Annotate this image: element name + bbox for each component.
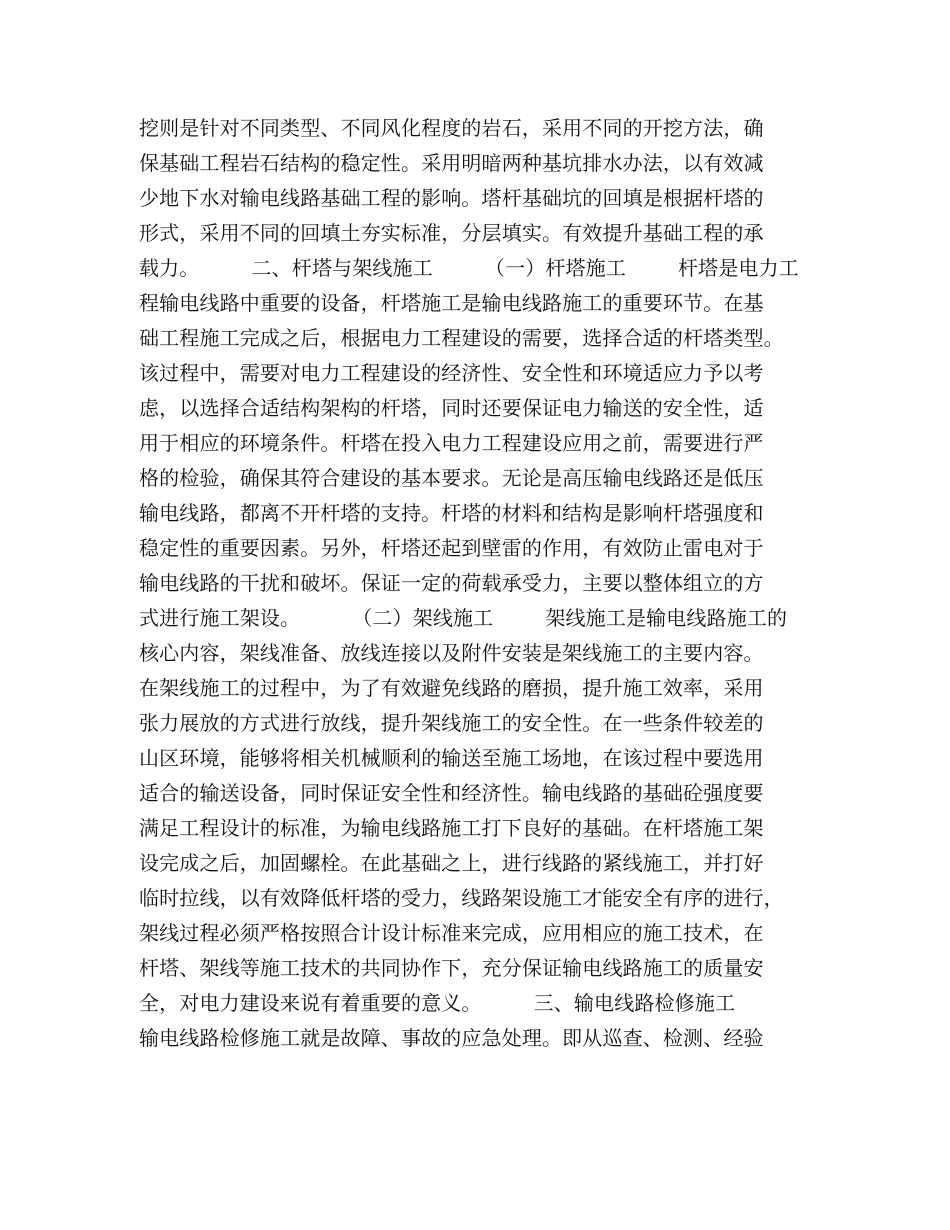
text-line: 虑，以选择合适结构架构的杆塔，同时还要保证电力输送的安全性，适 <box>139 396 764 420</box>
text-line: 挖则是针对不同类型、不同风化程度的岩石，采用不同的开挖方法，确 <box>139 116 764 140</box>
text-line: 式进行施工架设。 （二）架线施工 架线施工是输电线路施工的 <box>139 606 788 630</box>
text-line: 用于相应的环境条件。杆塔在投入电力工程建设应用之前，需要进行严 <box>139 431 764 455</box>
text-line: 山区环境，能够将相关机械顺利的输送至施工场地，在该过程中要选用 <box>139 746 764 770</box>
text-line: 临时拉线，以有效降低杆塔的受力，线路架设施工才能安全有序的进行， <box>139 886 784 910</box>
text-line: 础工程施工完成之后，根据电力工程建设的需要，选择合适的杆塔类型。 <box>139 326 784 350</box>
text-line: 程输电线路中重要的设备，杆塔施工是输电线路施工的重要环节。在基 <box>139 291 764 315</box>
text-line: 格的检验，确保其符合建设的基本要求。无论是高压输电线路还是低压 <box>139 466 764 490</box>
text-line: 形式，采用不同的回填土夯实标准，分层填实。有效提升基础工程的承 <box>139 221 764 245</box>
body-text <box>139 111 829 1056</box>
text-line: 稳定性的重要因素。另外，杆塔还起到壁雷的作用，有效防止雷电对于 <box>139 536 764 560</box>
text-line: 杆塔、架线等施工技术的共同协作下，充分保证输电线路施工的质量安 <box>139 956 764 980</box>
text-line: 全，对电力建设来说有着重要的意义。 三、输电线路检修施工 <box>139 991 736 1015</box>
text-line: 该过程中，需要对电力工程建设的经济性、安全性和环境适应力予以考 <box>139 361 764 385</box>
text-line: 架线过程必须严格按照合计设计标准来完成，应用相应的施工技术，在 <box>139 921 764 945</box>
text-line: 适合的输送设备，同时保证安全性和经济性。输电线路的基础砼强度要 <box>139 781 764 805</box>
text-line: 输电线路检修施工就是故障、事故的应急处理。即从巡查、检测、经验 <box>139 1026 764 1050</box>
text-line: 载力。 二、杆塔与架线施工 （一）杆塔施工 杆塔是电力工 <box>139 256 799 280</box>
text-line: 张力展放的方式进行放线，提升架线施工的安全性。在一些条件较差的 <box>139 711 764 735</box>
text-line: 保基础工程岩石结构的稳定性。采用明暗两种基坑排水办法，以有效减 <box>139 151 764 175</box>
text-line: 设完成之后，加固螺栓。在此基础之上，进行线路的紧线施工，并打好 <box>139 851 764 875</box>
text-line: 在架线施工的过程中，为了有效避免线路的磨损，提升施工效率，采用 <box>139 676 764 700</box>
text-line: 核心内容，架线准备、放线连接以及附件安装是架线施工的主要内容。 <box>139 641 764 665</box>
text-line: 输电线路，都离不开杆塔的支持。杆塔的材料和结构是影响杆塔强度和 <box>139 501 764 525</box>
text-line: 满足工程设计的标准，为输电线路施工打下良好的基础。在杆塔施工架 <box>139 816 764 840</box>
text-line: 少地下水对输电线路基础工程的影响。塔杆基础坑的回填是根据杆塔的 <box>139 186 764 210</box>
text-line: 输电线路的干扰和破坏。保证一定的荷载承受力，主要以整体组立的方 <box>139 571 764 595</box>
